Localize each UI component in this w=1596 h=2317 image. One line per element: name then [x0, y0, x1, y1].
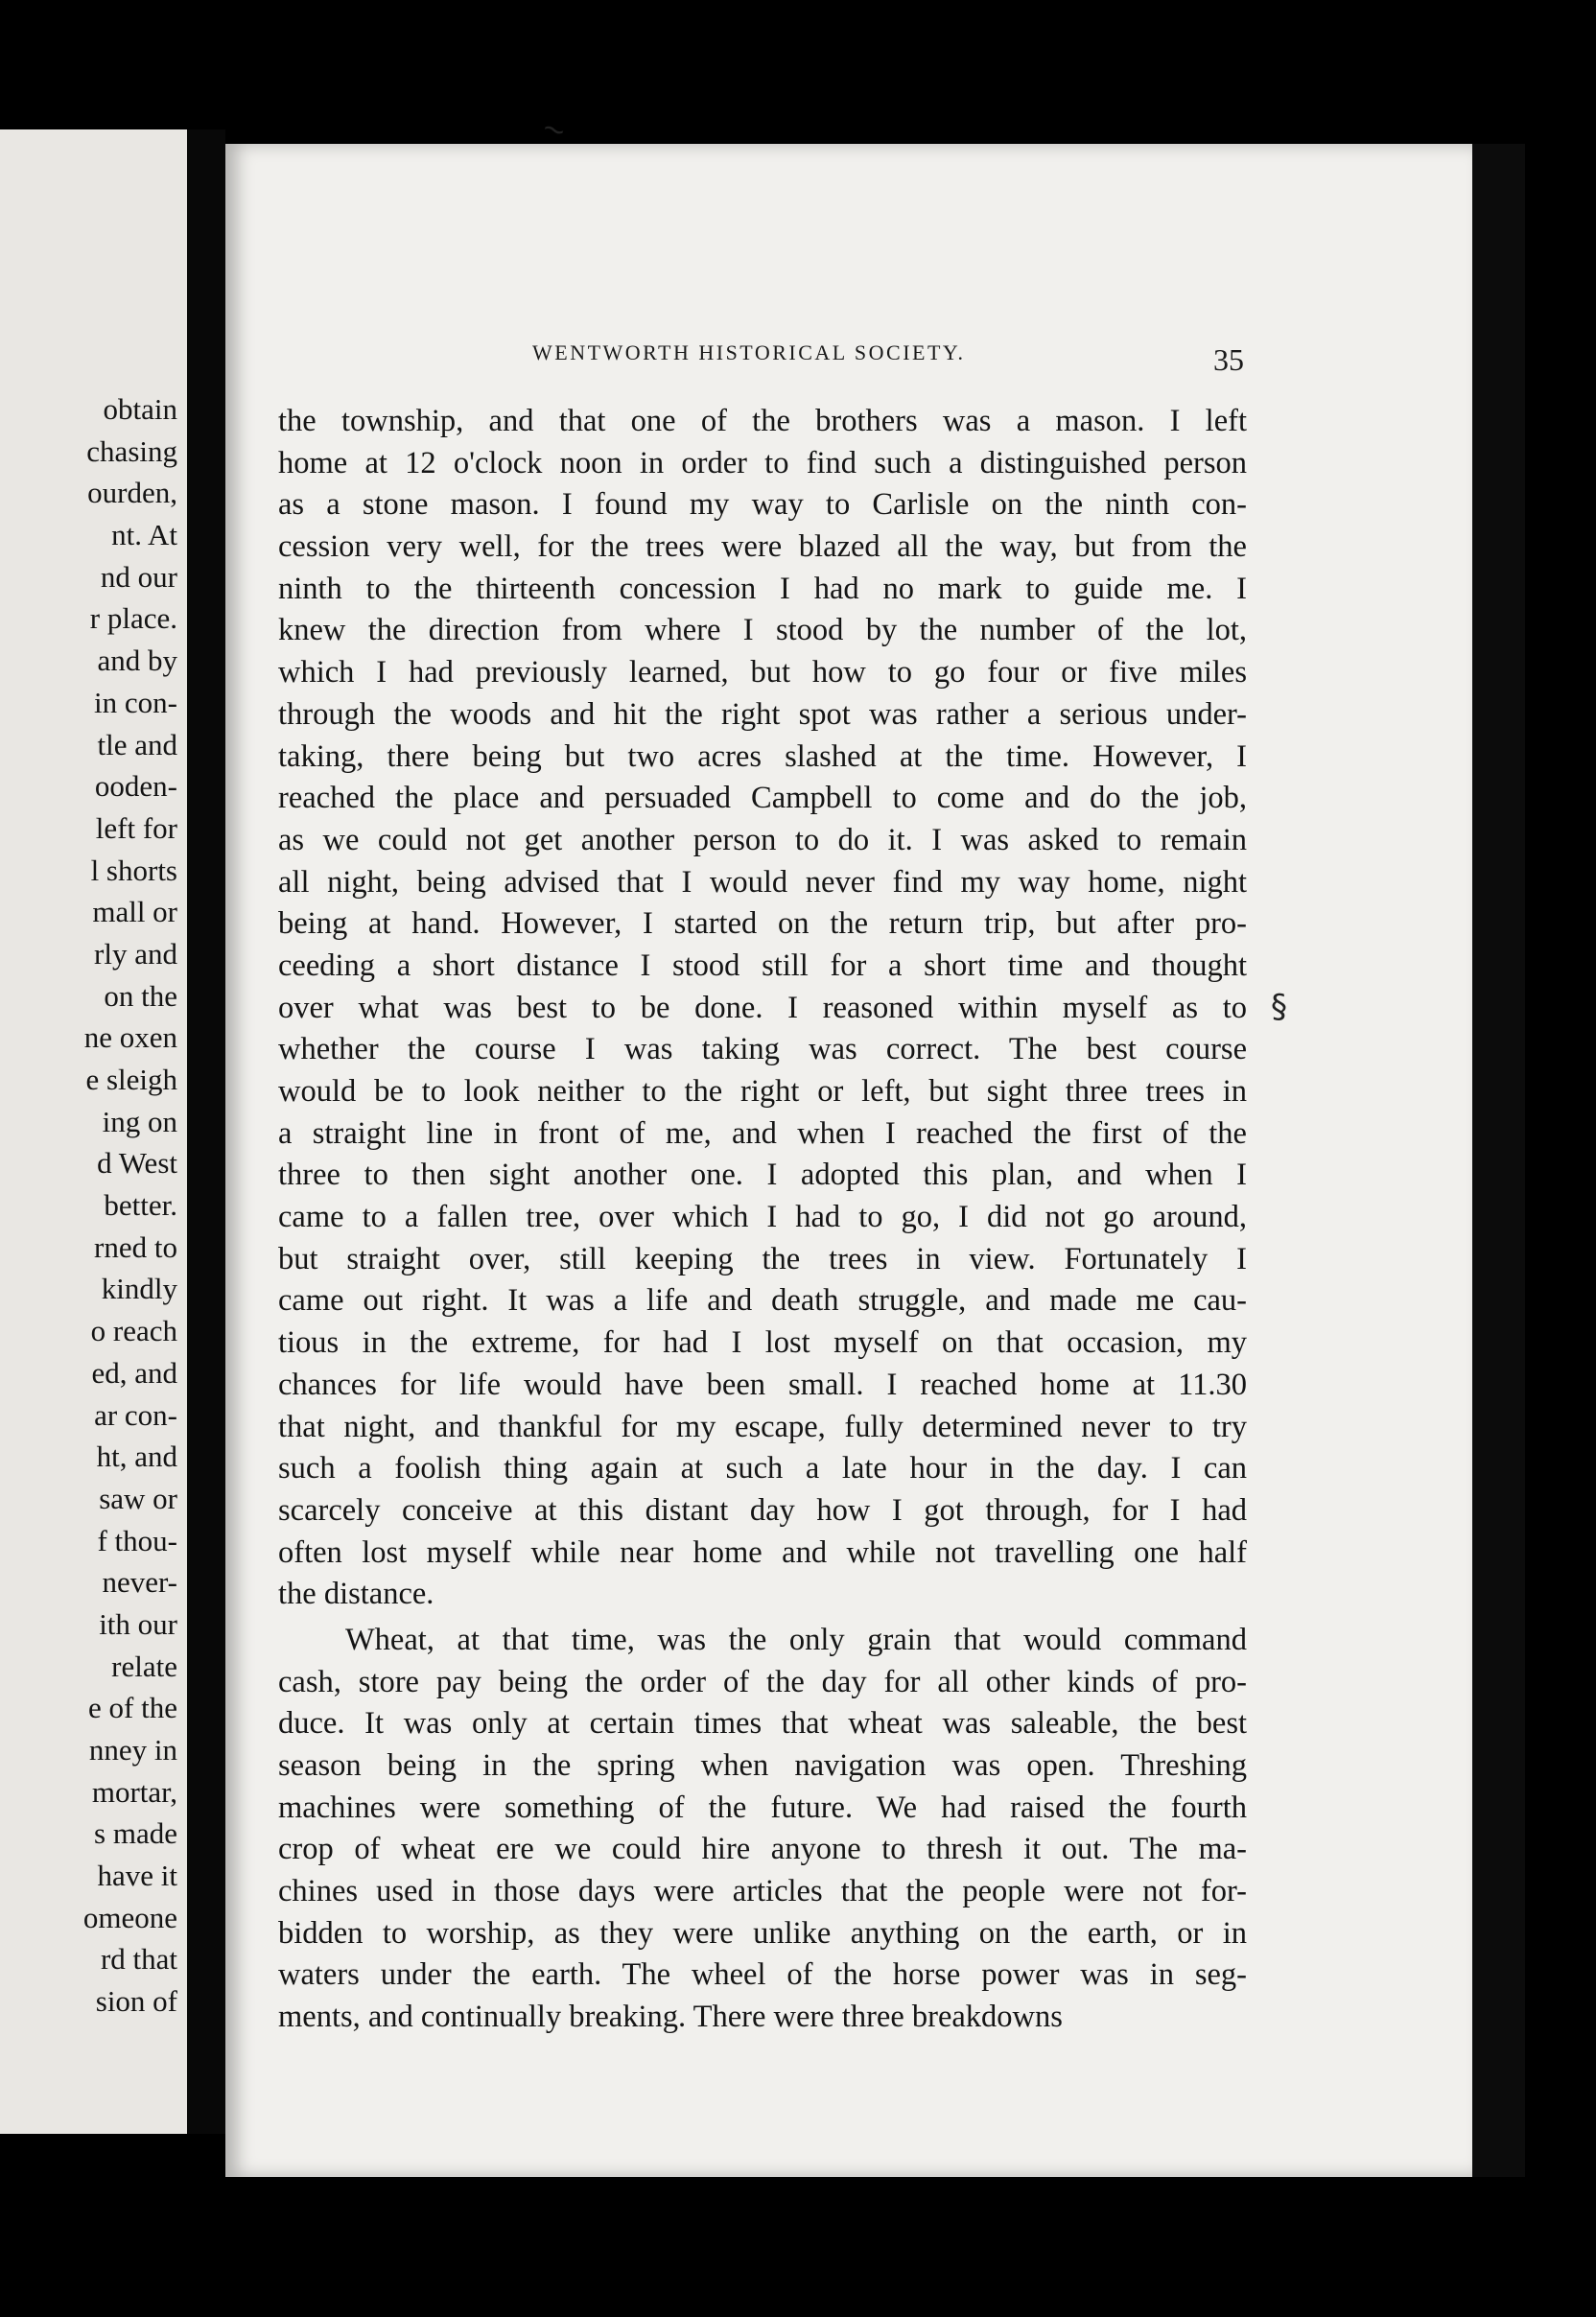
text-line: bidden to worship, as they were unlike anything on the earth, or in: [278, 1915, 1247, 1951]
text-line: being at hand. However, I started on the return trip, but after pro-: [278, 906, 1247, 942]
text-line: through the woods and hit the right spot was rather a serious under-: [278, 696, 1247, 732]
text-line: ceeding a short distance I stood still for a short time and thought: [278, 948, 1247, 983]
previous-page-line: omeone: [82, 1900, 177, 1934]
ink-mark-icon: §: [1271, 988, 1287, 1026]
text-line: cash, store pay being the order of the day for all other kinds of pro-: [278, 1664, 1247, 1699]
text-line: a straight line in front of me, and when I reached the first of the: [278, 1115, 1247, 1151]
text-line: three to then sight another one. I adopted this plan, and when I: [278, 1158, 1247, 1193]
previous-page-line: in con-: [94, 685, 177, 719]
previous-page-line: mortar,: [91, 1774, 177, 1809]
text-line: came to a fallen tree, over which I had to go, I did not go around,: [278, 1200, 1247, 1235]
text-line: would be to look neither to the right or left, but sight three trees in: [278, 1074, 1247, 1109]
page-text-block: [278, 401, 1247, 2039]
text-line: but straight over, still keeping the trees in view. Fortunately I: [278, 1241, 1247, 1276]
previous-page-line: on the: [104, 978, 177, 1013]
paragraph-2: [278, 1620, 1247, 2039]
previous-page-line: ar con-: [94, 1397, 177, 1432]
text-line: as a stone mason. I found my way to Carlisle on the ninth con-: [278, 487, 1247, 523]
text-line: cession very well, for the trees were blazed all the way, but from the: [278, 529, 1247, 565]
text-line: scarcely conceive at this distant day how I got through, for I had: [278, 1492, 1247, 1528]
book-page: [225, 109, 1472, 2177]
text-line: crop of wheat ere we could hire anyone to thresh it out. The ma-: [278, 1832, 1247, 1867]
text-line: as we could not get another person to do it. I was asked to remain: [278, 822, 1247, 857]
previous-page-line: s made: [94, 1816, 177, 1851]
text-line: chances for life would have been small. I reached home at 11.30: [278, 1367, 1247, 1402]
previous-page-line: e of the: [88, 1691, 177, 1725]
previous-page-line: better.: [104, 1188, 177, 1223]
previous-page-line: nd our: [100, 559, 177, 594]
text-line: came out right. It was a life and death struggle, and made me cau-: [278, 1283, 1247, 1319]
previous-page-line: mall or: [92, 895, 177, 929]
previous-page-line: rd that: [100, 1942, 177, 1977]
previous-page-line: chasing: [86, 433, 177, 468]
text-line: over what was best to be done. I reasoned within myself as to: [278, 990, 1247, 1025]
text-line: duce. It was only at certain times that wheat was saleable, the best: [278, 1706, 1247, 1742]
text-line: ninth to the thirteenth concession I had no mark to guide me. I: [278, 571, 1247, 606]
text-line: tious in the extreme, for had I lost myself on that occasion, my: [278, 1325, 1247, 1361]
text-line: waters under the earth. The wheel of the horse power was in seg-: [278, 1957, 1247, 1993]
text-line: often lost myself while near home and while not travelling one half: [278, 1534, 1247, 1570]
previous-page-line: left for: [95, 810, 177, 845]
text-line: the distance.: [278, 1577, 434, 1612]
text-line: chines used in those days were articles that the people were not for-: [278, 1874, 1247, 1909]
previous-page-line: nt. At: [111, 518, 177, 552]
previous-page-fragment: [0, 129, 187, 2134]
previous-page-line: ith our: [99, 1606, 177, 1641]
text-line: all night, being advised that I would never find my way home, night: [278, 864, 1247, 900]
text-line: Wheat, at that time, was the only grain that would command: [345, 1622, 1247, 1657]
previous-page-line: ne oxen: [83, 1020, 177, 1055]
text-line: taking, there being but two acres slashed at the time. However, I: [278, 738, 1247, 774]
book-gutter: [187, 129, 225, 2134]
text-line: the township, and that one of the brothers was a mason. I left: [278, 404, 1247, 438]
text-line: that night, and thankful for my escape, fully determined never to try: [278, 1409, 1247, 1444]
page-number: 35: [1213, 342, 1244, 377]
previous-page-line: obtain: [103, 392, 177, 426]
previous-page-line: d West: [97, 1146, 177, 1181]
previous-page-line: saw or: [99, 1481, 177, 1515]
ink-mark-icon: ~: [536, 109, 572, 151]
previous-page-line: f thou-: [97, 1523, 177, 1557]
text-line: season being in the spring when navigation was open. Threshing: [278, 1748, 1247, 1783]
text-line: home at 12 o'clock noon in order to find such a distinguished person: [278, 445, 1247, 480]
previous-page-line: ooden-: [94, 769, 177, 804]
previous-page-line: e sleigh: [85, 1063, 177, 1096]
previous-page-line: ed, and: [91, 1355, 177, 1390]
previous-page-line: have it: [97, 1859, 177, 1893]
text-line: machines were something of the future. We had raised the fourth: [278, 1790, 1247, 1825]
running-head: [225, 340, 1472, 379]
previous-page-line: ht, and: [96, 1439, 177, 1474]
previous-page-line: nney in: [88, 1733, 177, 1767]
text-line: ments, and continually breaking. There were three breakdowns: [278, 2000, 1063, 2035]
previous-page-line: relate: [111, 1649, 177, 1683]
text-line: whether the course I was taking was correct. The best course: [278, 1032, 1247, 1067]
previous-page-line: rned to: [94, 1229, 177, 1264]
previous-page-line: ing on: [102, 1104, 177, 1138]
text-line: knew the direction from where I stood by the number of the lot,: [278, 613, 1247, 648]
previous-page-line: tle and: [97, 727, 177, 761]
previous-page-line: r place.: [89, 601, 177, 636]
previous-page-line: o reach: [90, 1314, 177, 1348]
previous-page-line: kindly: [101, 1272, 177, 1306]
text-line: such a foolish thing again at such a late hour in the day. I can: [278, 1451, 1247, 1486]
previous-page-line-list: [0, 388, 177, 2023]
paragraph-1: [278, 401, 1247, 1616]
previous-page-line: and by: [97, 644, 177, 678]
previous-page-line: sion of: [95, 1984, 177, 2019]
text-line: which I had previously learned, but how to go four or five miles: [278, 655, 1247, 690]
page-edge-shadow: [1472, 144, 1525, 2177]
previous-page-line: ourden,: [87, 476, 177, 510]
running-title: WENTWORTH HISTORICAL SOCIETY.: [532, 340, 966, 364]
text-line: reached the place and persuaded Campbell to come and do the job,: [278, 781, 1247, 816]
previous-page-line: rly and: [94, 936, 177, 971]
previous-page-line: l shorts: [90, 853, 177, 887]
previous-page-line: never-: [102, 1565, 177, 1600]
